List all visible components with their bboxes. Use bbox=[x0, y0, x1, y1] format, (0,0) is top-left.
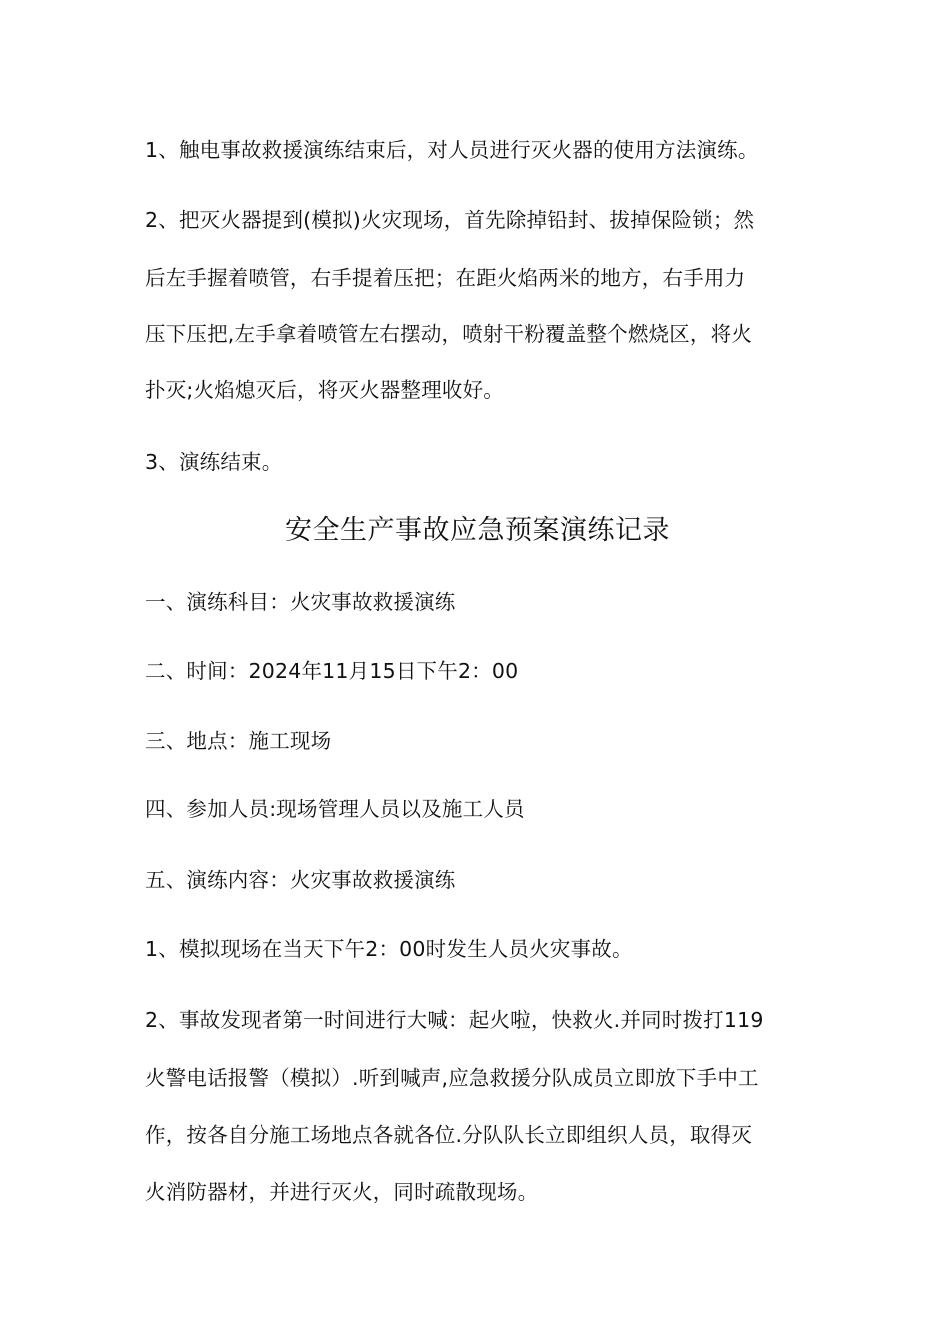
step-line: 火消防器材，并进行灭火，同时疏散现场。 bbox=[145, 1180, 539, 1204]
paragraph-line: 2、把灭火器提到(模拟)火灾现场，首先除掉铅封、拔掉保险锁；然 bbox=[145, 208, 755, 232]
paragraph-line: 1、触电事故救援演练结束后，对人员进行灭火器的使用方法演练。 bbox=[145, 138, 759, 162]
record-item-location: 三、地点：施工现场 bbox=[145, 729, 332, 753]
record-item-content: 五、演练内容：火灾事故救援演练 bbox=[145, 868, 456, 892]
paragraph-line: 压下压把,左手拿着喷管左右摆动，喷射干粉覆盖整个燃烧区，将火 bbox=[145, 322, 753, 346]
paragraph-line: 后左手握着喷管，右手提着压把；在距火焰两米的地方，右手用力 bbox=[145, 266, 746, 290]
record-item-time: 二、时间：2024年11月15日下午2：00 bbox=[145, 659, 519, 683]
section-title: 安全生产事故应急预案演练记录 bbox=[285, 515, 670, 546]
step-line: 2、事故发现者第一时间进行大喊：起火啦，快救火.并同时拨打119 bbox=[145, 1008, 764, 1032]
step-line: 火警电话报警（模拟）.听到喊声,应急救援分队成员立即放下手中工 bbox=[145, 1066, 759, 1090]
step-line: 作，按各自分施工场地点各就各位.分队队长立即组织人员，取得灭 bbox=[145, 1123, 753, 1147]
step-line: 1、模拟现场在当天下午2：00时发生人员火灾事故。 bbox=[145, 937, 633, 961]
record-item-participants: 四、参加人员:现场管理人员以及施工人员 bbox=[145, 797, 525, 821]
record-item-subject: 一、演练科目：火灾事故救援演练 bbox=[145, 590, 456, 614]
paragraph-line: 3、演练结束。 bbox=[145, 450, 283, 474]
paragraph-line: 扑灭;火焰熄灭后，将灭火器整理收好。 bbox=[145, 378, 505, 402]
